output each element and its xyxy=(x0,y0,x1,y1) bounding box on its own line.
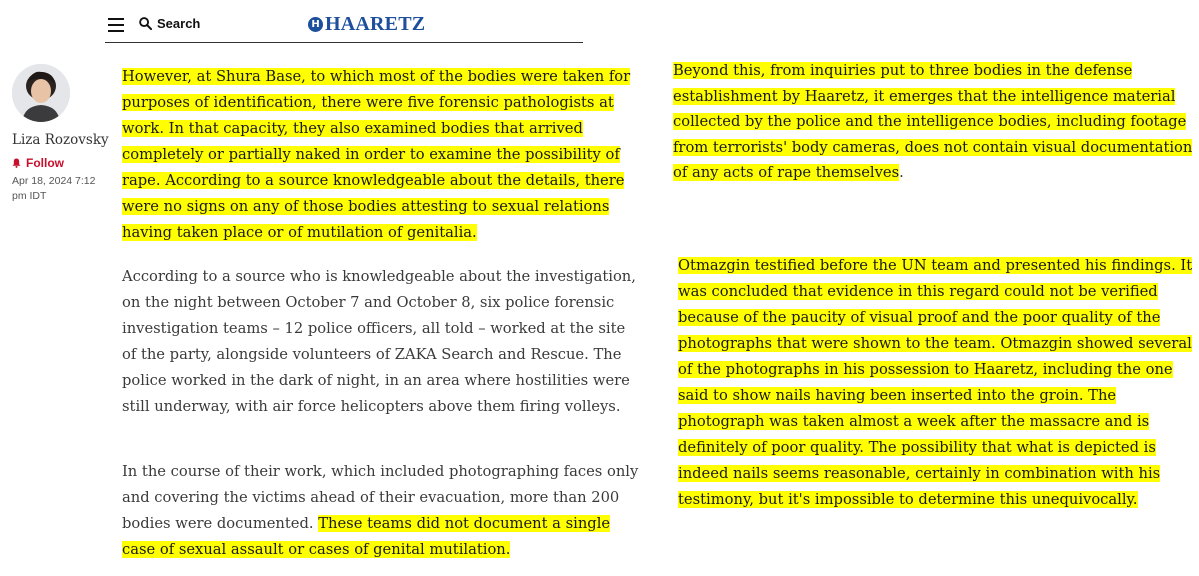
avatar[interactable] xyxy=(12,64,70,122)
highlighted-text: Beyond this, from inquiries put to three bodies in the defense establishment by Haaretz, it emerges that the intelligence material collected by the police and the intelligence bodies, including footage from terrorists' body cameras, does not contain visual documentation of any acts of rape themselves xyxy=(673,62,1193,181)
article-paragraph-5 xyxy=(678,253,1198,513)
logo-text: HAARETZ xyxy=(325,13,426,35)
highlighted-text: However, at Shura Base, to which most of the bodies were taken for purposes of identification, there were five forensic pathologists at work. In that capacity, they also examined bodies that arrived completely or partially naked in order to examine the possibility of rape. According to a source knowledgeable about the details, there were no signs on any of those bodies attesting to sexual relations having taken place or of mutilation of genitalia. xyxy=(122,68,631,241)
highlighted-text: Otmazgin testified before the UN team and presented his findings. It was concluded that evidence in this regard could not be verified because of the paucity of visual proof and the poor quality of the photographs that were shown to the team. Otmazgin showed several of the photographs in his possession to Haaretz, including the one said to show nails having been inserted into the groin. The photograph was taken almost a week after the massacre and is definitely of poor quality. The possibility that what is depicted is indeed nails seems reasonable, certainly in combination with his testimony, but it's impossible to determine this unequivocally. xyxy=(678,257,1193,508)
plain-text: . xyxy=(899,164,904,181)
site-header xyxy=(105,8,583,43)
article-paragraph-4 xyxy=(673,58,1193,186)
bell-icon xyxy=(12,158,21,168)
article-paragraph-3 xyxy=(122,459,642,563)
follow-label: Follow xyxy=(26,156,64,170)
search-label: Search xyxy=(157,16,201,31)
plain-text: In the course of their work, which included photographing faces only and covering the victims ahead of their evacuation, more than 200 bodies were documented. xyxy=(122,463,639,532)
highlighted-text: These teams did not document a single case of sexual assault or cases of genital mutilation. xyxy=(122,515,611,558)
search-button[interactable] xyxy=(139,16,200,31)
publish-date: Apr 18, 2024 7:12 pm IDT xyxy=(12,175,96,202)
article-paragraph-2: According to a source who is knowledgeable about the investigation, on the night between October 7 and October 8, six police forensic investigation teams – 12 police officers, all told – worked at the site of the party, alongside volunteers of ZAKA Search and Rescue. The police worked in the dark of night, in an area where hostilities were still underway, with air force helicopters above them firing volleys. xyxy=(122,268,636,415)
follow-button[interactable] xyxy=(12,156,110,170)
author-box xyxy=(12,64,110,204)
hamburger-menu-icon[interactable] xyxy=(108,18,124,32)
logo-mark-icon: H xyxy=(308,17,323,32)
haaretz-logo[interactable] xyxy=(308,13,425,36)
search-icon xyxy=(139,17,152,30)
author-name[interactable]: Liza Rozovsky xyxy=(12,132,109,148)
author-photo-icon xyxy=(12,64,70,122)
article-paragraph-1 xyxy=(122,64,642,246)
